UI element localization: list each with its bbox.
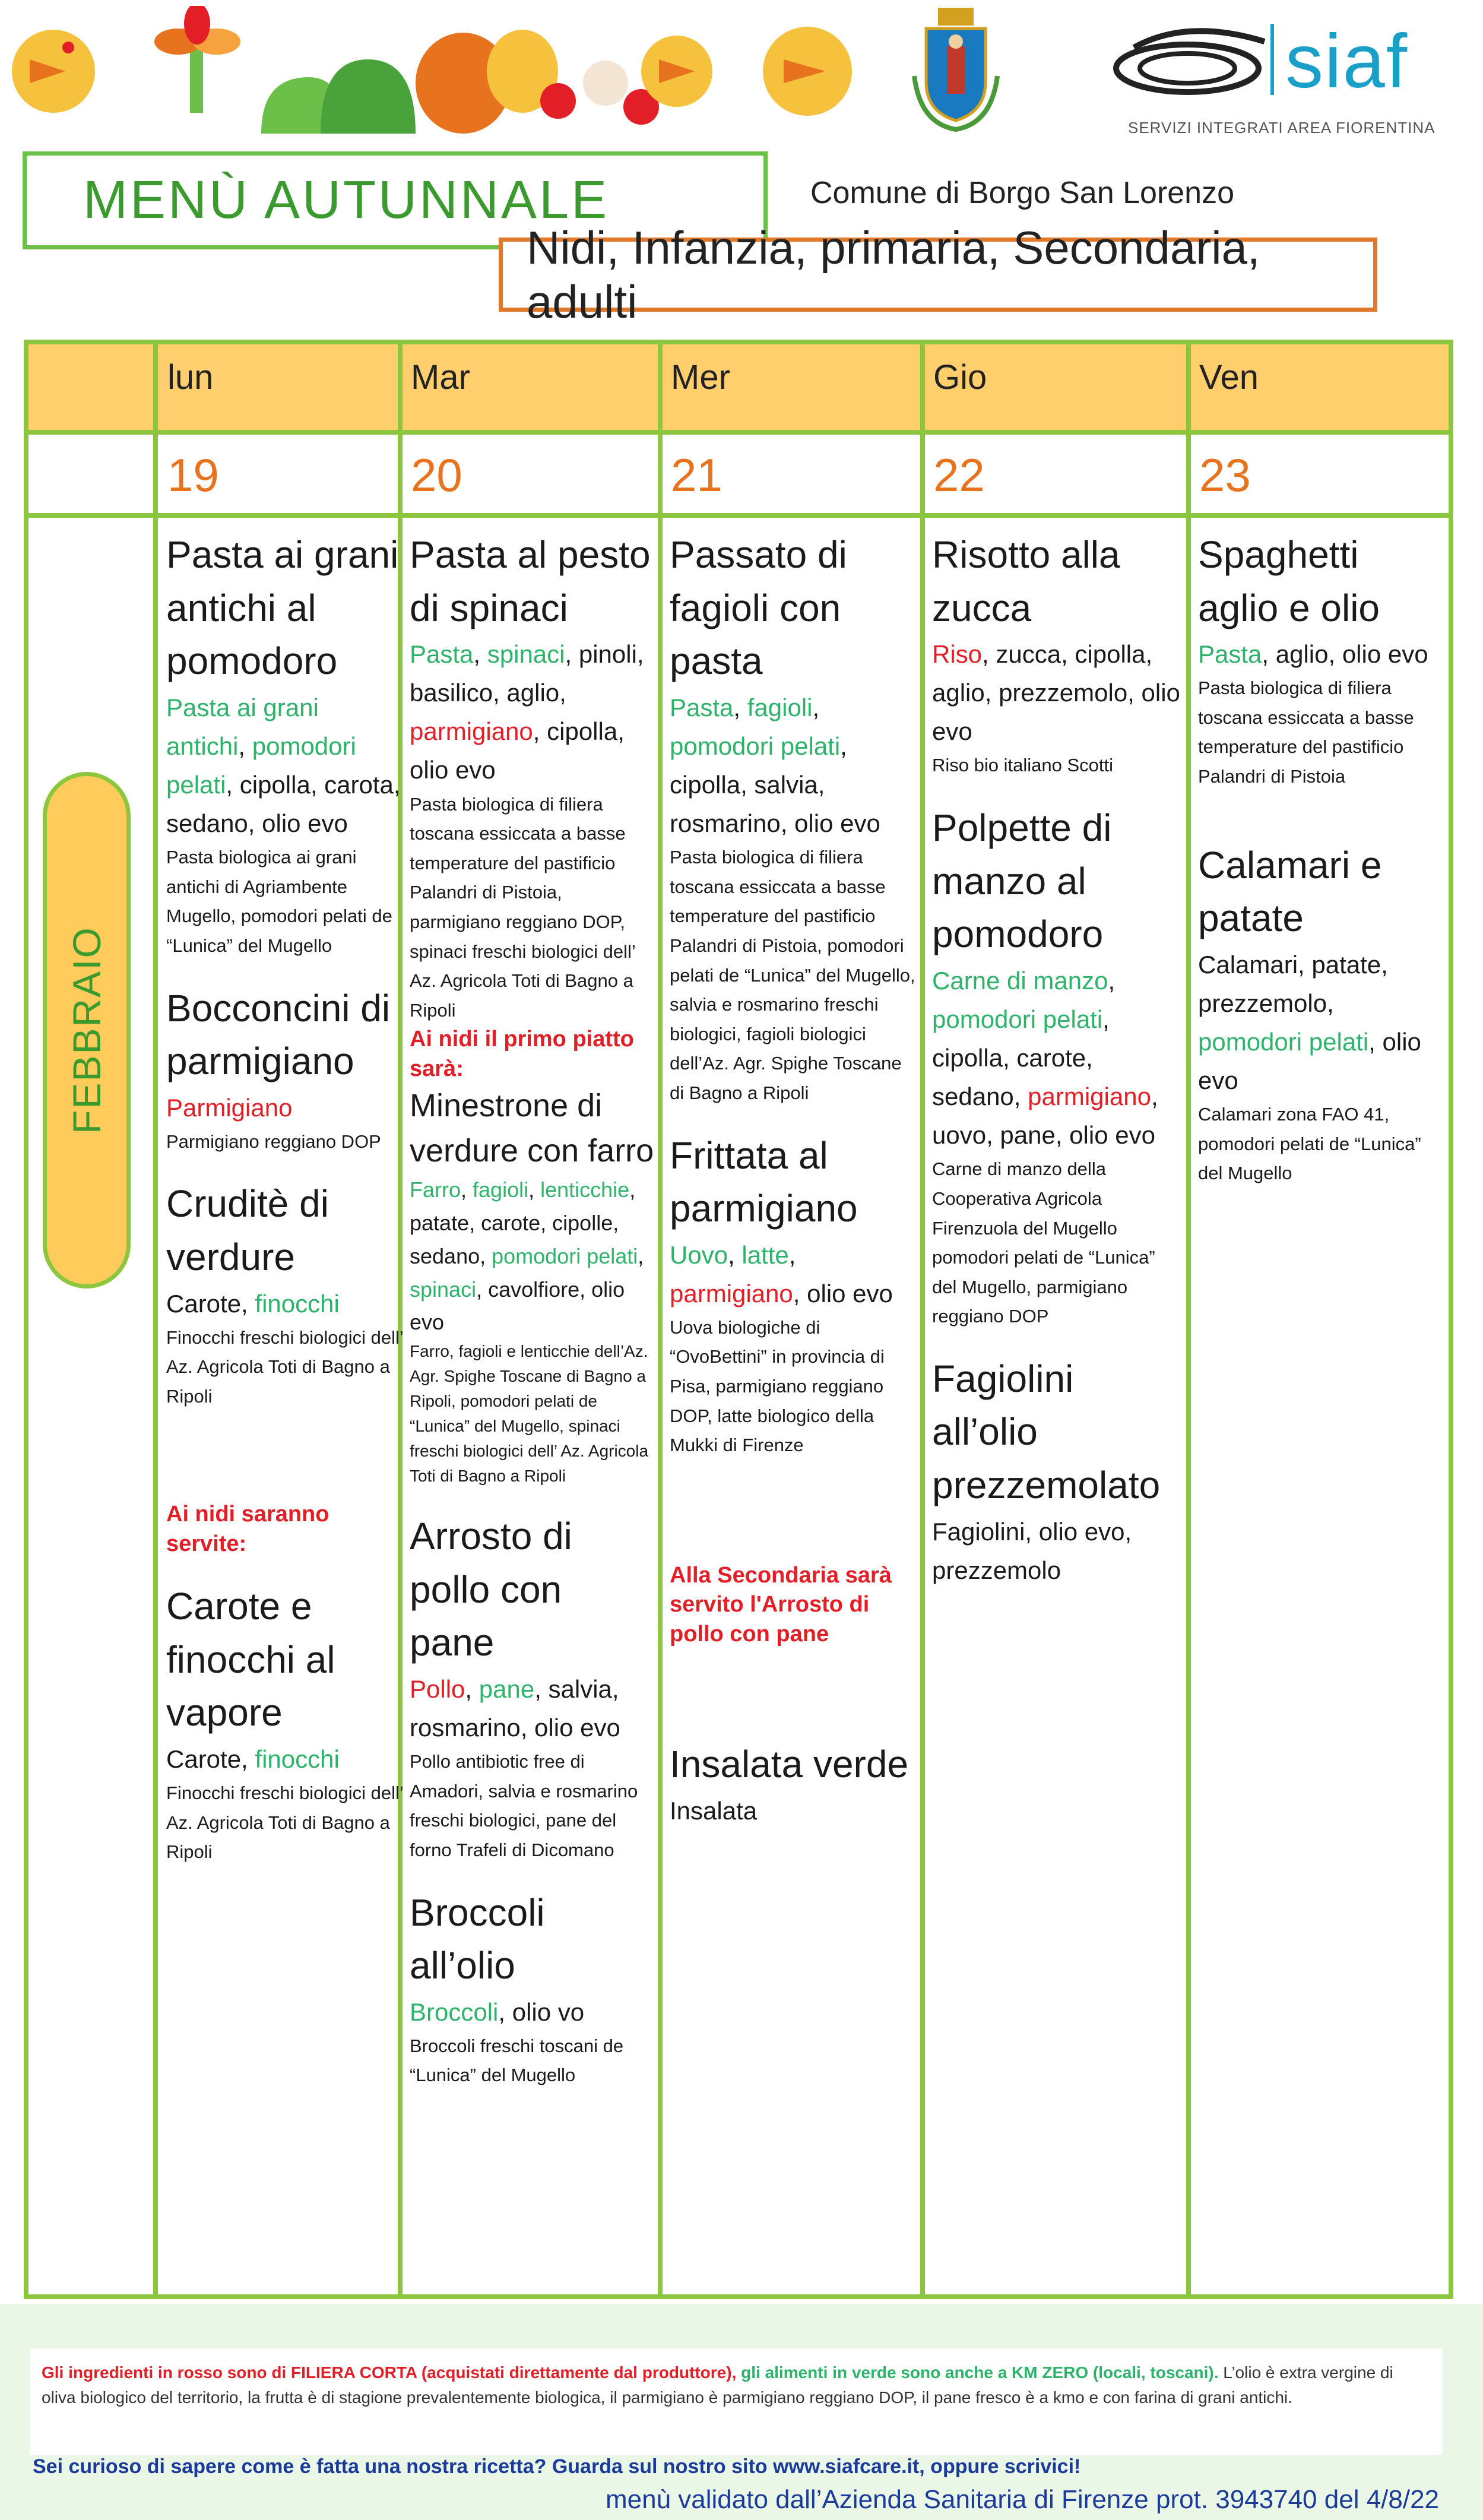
dish-details: Parmigiano reggiano DOP	[166, 1131, 381, 1152]
month-name: FEBBRAIO	[65, 926, 109, 1134]
dish-title: Pasta ai grani antichi al pomodoro	[166, 533, 399, 683]
monday-column	[166, 528, 404, 1867]
dish-details: Pasta biologica di filiera toscana essiccata a basse temperature del pastificio Palandri di Pistoia, parmigiano reggiano DOP, spinaci freschi biologici dell’ Az. Agricola Toti di Bagno a Ripoli	[410, 793, 635, 1021]
day-name-tue: Mar	[411, 358, 470, 397]
dish-ingredients: Pasta, spinaci, pinoli, basilico, aglio, parmigiano, cipolla, olio evo	[410, 640, 644, 784]
dish-details: Pasta biologica di filiera toscana essiccata a basse temperature del pastificio Palandri di Pistoia, pomodori pelati de “Lunica” del Mugello, salvia e rosmarino freschi biologici, fagioli biologici dell’Az. Agr. Spighe Toscane di Bagno a Ripoli	[670, 847, 915, 1103]
municipal-crest-icon	[908, 5, 1003, 132]
dish-title: Frittata al parmigiano	[670, 1134, 858, 1230]
dish-title: Arrosto di pollo con pane	[410, 1515, 572, 1664]
dish-title: Minestrone di verdure con farro	[410, 1088, 654, 1169]
siaf-subtitle: SERVIZI INTEGRATI AREA FIORENTINA	[1128, 119, 1436, 137]
target-box	[499, 221, 1377, 328]
dish-ingredients: Carote, finocchi	[166, 1745, 340, 1774]
dish-title: Risotto alla zucca	[932, 533, 1120, 629]
dish-details: Broccoli freschi toscani de “Lunica” del Mugello	[410, 2035, 624, 2086]
dish-ingredients: Fagiolini, olio evo, prezzemolo	[932, 1517, 1132, 1584]
dish-title: Broccoli all’olio	[410, 1891, 545, 1987]
website-link[interactable]: Sei curioso di sapere come è fatta una nostra ricetta? Guarda sul nostro sito www.siafcare.it, oppure scrivici!	[33, 2455, 1081, 2478]
comune-name: Comune di Borgo San Lorenzo	[810, 176, 1235, 210]
dish-details: Riso bio italiano Scotti	[932, 755, 1113, 776]
fruit-decoration-icon	[12, 6, 852, 134]
dish-ingredients: Pasta, fagioli, pomodori pelati, cipolla, salvia, rosmarino, olio evo	[670, 693, 880, 838]
page-title: MENÙ AUTUNNALE	[83, 170, 610, 230]
dish-ingredients: Pollo, pane, salvia, rosmarino, olio evo	[410, 1675, 620, 1742]
dish-title: Insalata verde	[670, 1743, 909, 1786]
dish-details: Calamari zona FAO 41, pomodori pelati de “Lunica” del Mugello	[1198, 1104, 1421, 1184]
dish-title: Bocconcini di parmigiano	[166, 986, 391, 1083]
target-audience: Nidi, Infanzia, primaria, Secondaria, adulti	[527, 221, 1260, 328]
dish-title: Polpette di manzo al pomodoro	[932, 806, 1112, 956]
day-number-mon: 19	[167, 449, 219, 501]
siaf-brand-name: siaf	[1285, 19, 1409, 104]
month-label	[43, 772, 131, 1289]
dish-ingredients: Uovo, latte, parmigiano, olio evo	[670, 1240, 893, 1308]
dish-ingredients: Pasta, aglio, olio evo	[1198, 640, 1428, 669]
friday-column	[1198, 528, 1441, 1188]
dish-details: Finocchi freschi biologici dell’ Az. Agricola Toti di Bagno a Ripoli	[166, 1783, 403, 1863]
validation-note: menù validato dall’Azienda Sanitaria di Firenze prot. 3943740 del 4/8/22	[606, 2485, 1440, 2514]
dish-title: Carote e finocchi al vapore	[166, 1585, 335, 1734]
dish-details: Pollo antibiotic free di Amadori, salvia e rosmarino freschi biologici, pane del forno Trafeli di Dicomano	[410, 1751, 638, 1861]
day-name-thu: Gio	[933, 358, 987, 397]
legend-note: Gli ingredienti in rosso sono di FILIERA CORTA (acquistati direttamente dal produttore), gli alimenti in verde sono anche a KM ZERO (locali, toscani). L’olio è extra vergine di oliva biologico del territorio, la frutta è di stagione prevalentemente biologica, il parmigiano è parmigiano reggiano DOP, il pane fresco è a kmo e con farina di grani antichi.	[30, 2348, 1443, 2455]
day-number-tue: 20	[411, 449, 462, 501]
dish-ingredients: Parmigiano	[166, 1093, 293, 1122]
tuesday-column	[410, 528, 656, 2090]
dish-title: Pasta al pesto di spinaci	[410, 533, 651, 629]
wednesday-column	[670, 528, 919, 1830]
dish-ingredients: Broccoli, olio vo	[410, 1997, 585, 2026]
day-name-wed: Mer	[671, 358, 730, 397]
dish-details: Pasta biologica ai grani antichi di Agriambente Mugello, pomodori pelati de “Lunica” del Mugello	[166, 847, 392, 956]
dish-details: Uova biologiche di “OvoBettini” in provincia di Pisa, parmigiano reggiano DOP, latte biologico della Mukki di Firenze	[670, 1316, 885, 1456]
day-number-thu: 22	[933, 449, 985, 501]
dish-ingredients: Carne di manzo, pomodori pelati, cipolla, carote, sedano, parmigiano, uovo, pane, olio evo	[932, 966, 1158, 1150]
dish-title: Fagiolini all’olio prezzemolato	[932, 1357, 1161, 1507]
dish-title: Calamari e patate	[1198, 843, 1382, 940]
dish-details: Farro, fagioli e lenticchie dell’Az. Agr. Spighe Toscane di Bagno a Ripoli, pomodori pelati de “Lunica” del Mugello, spinaci freschi biologici dell’ Az. Agricola Toti di Bagno a Ripoli	[410, 1342, 649, 1486]
dish-ingredients: Calamari, patate, prezzemolo, pomodori pelati, olio evo	[1198, 950, 1421, 1095]
dish-ingredients: Insalata	[670, 1796, 758, 1825]
day-number-wed: 21	[671, 449, 723, 501]
day-number-fri: 23	[1199, 449, 1251, 501]
dish-ingredients: Carote, finocchi	[166, 1289, 340, 1318]
thursday-column	[932, 528, 1181, 1590]
secondaria-note: Alla Secondaria sarà servito l'Arrosto di pollo con pane	[670, 1562, 892, 1647]
dish-ingredients: Riso, zucca, cipolla, aglio, prezzemolo, olio evo	[932, 640, 1180, 746]
day-name-mon: lun	[167, 358, 214, 397]
dish-title: Cruditè di verdure	[166, 1182, 329, 1278]
dish-details: Finocchi freschi biologici dell’ Az. Agricola Toti di Bagno a Ripoli	[166, 1327, 403, 1407]
dish-title: Passato di fagioli con pasta	[670, 533, 847, 683]
nido-note: Ai nidi saranno servite:	[166, 1502, 329, 1556]
day-name-fri: Ven	[1199, 358, 1259, 397]
dish-details: Pasta biologica di filiera toscana essiccata a basse temperature del pastificio Palandri di Pistoia	[1198, 678, 1414, 787]
nido-note: Ai nidi il primo piatto sarà:	[410, 1027, 634, 1081]
dish-details: Carne di manzo della Cooperativa Agricola Firenzuola del Mugello pomodori pelati de “Lunica” del Mugello, parmigiano reggiano DOP	[932, 1158, 1155, 1327]
header-decoration	[12, 6, 861, 134]
dish-ingredients: Farro, fagioli, lenticchie, patate, carote, cipolle, sedano, pomodori pelati, spinaci, cavolfiore, olio evo	[410, 1177, 644, 1335]
dish-ingredients: Pasta ai grani antichi, pomodori pelati, cipolla, carota, sedano, olio evo	[166, 693, 401, 838]
dish-title: Spaghetti aglio e olio	[1198, 533, 1380, 629]
